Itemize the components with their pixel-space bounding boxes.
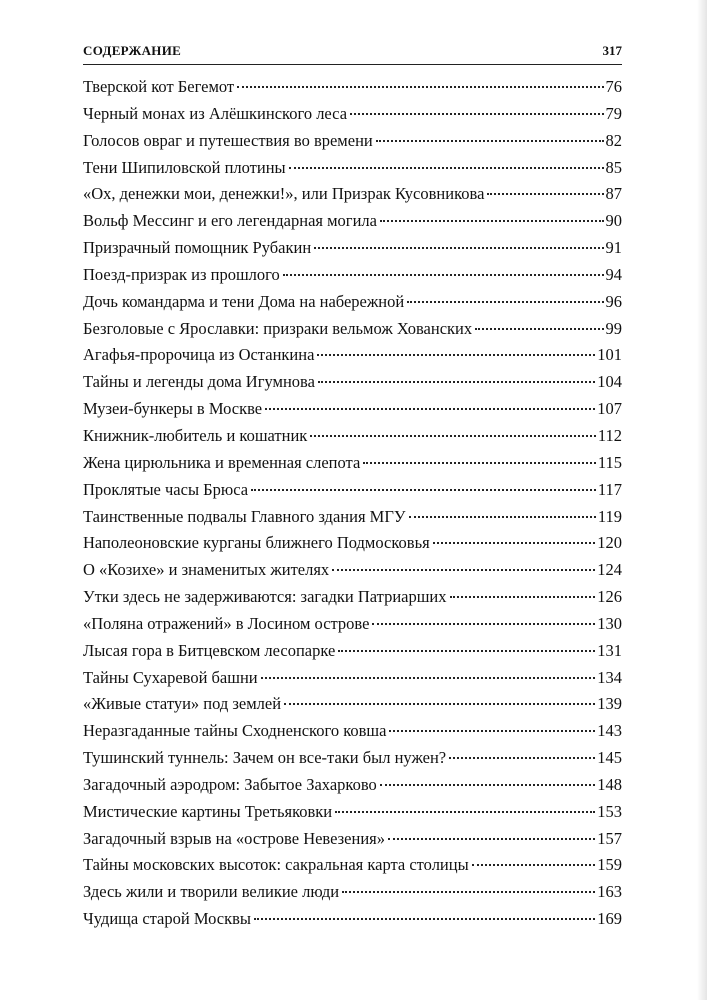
toc-entry-page: 126 bbox=[597, 587, 622, 607]
toc-dot-leader bbox=[433, 541, 596, 544]
header-divider bbox=[83, 64, 622, 65]
toc-entry bbox=[83, 638, 622, 665]
toc-entry-page: 119 bbox=[597, 506, 622, 526]
toc-entry-title: Неразгаданные тайны Сходненского ковша bbox=[83, 721, 387, 741]
toc-entry-page: 112 bbox=[597, 425, 622, 445]
toc-entry-title: Тайны Сухаревой башни bbox=[83, 667, 258, 687]
toc-entry bbox=[83, 691, 622, 718]
toc-entry-title: Здесь жили и творили великие люди bbox=[83, 882, 340, 902]
toc-entry-page: 169 bbox=[597, 909, 622, 929]
toc-entry-title: Вольф Мессинг и его легендарная могила bbox=[83, 211, 377, 231]
toc-entry bbox=[83, 530, 622, 557]
toc-entry bbox=[83, 74, 622, 101]
toc-dot-leader bbox=[449, 756, 595, 759]
toc-dot-leader bbox=[389, 729, 595, 732]
toc-dot-leader bbox=[380, 783, 596, 786]
toc-entry-title: Тверской кот Бегемот bbox=[83, 77, 235, 96]
toc-entry-title: О «Козихе» и знаменитых жителях bbox=[83, 560, 330, 580]
toc-entry bbox=[83, 262, 622, 289]
toc-entry bbox=[83, 852, 622, 879]
toc-entry bbox=[83, 504, 622, 531]
toc-entry bbox=[83, 745, 622, 772]
toc-entry bbox=[83, 450, 622, 477]
toc-entry-title: Книжник-любитель и кошатник bbox=[83, 425, 308, 445]
toc-entry-page: 91 bbox=[605, 238, 622, 258]
toc-dot-leader bbox=[335, 810, 595, 813]
toc-entry-title: Безголовые с Ярославки: призраки вельмож Хованских bbox=[83, 318, 473, 338]
toc-entry-title: Жена цирюльника и временная слепота bbox=[83, 452, 361, 472]
toc-entry bbox=[83, 879, 622, 906]
toc-dot-leader bbox=[409, 515, 596, 518]
toc-entry bbox=[83, 181, 622, 208]
toc-entry-page: 124 bbox=[597, 560, 622, 580]
toc-entry-page: 85 bbox=[605, 157, 622, 177]
toc-dot-leader bbox=[487, 192, 603, 195]
toc-entry-title: Голосов овраг и путешествия во времени bbox=[83, 130, 373, 150]
toc-entry-title: Черный монах из Алёшкинского леса bbox=[83, 103, 348, 123]
toc-dot-leader bbox=[289, 166, 604, 169]
toc-entry bbox=[83, 342, 622, 369]
toc-entry-title: Призрачный помощник Рубакин bbox=[83, 238, 312, 258]
toc-entry-title: Чудища старой Москвы bbox=[83, 909, 251, 929]
toc-entry-page: 94 bbox=[605, 264, 622, 284]
toc-entry bbox=[83, 316, 622, 343]
toc-entry-title: Мистические картины Третьяковки bbox=[83, 801, 333, 821]
toc-entry-page: 117 bbox=[597, 479, 622, 499]
toc-entry bbox=[83, 557, 622, 584]
toc-dot-leader bbox=[265, 407, 595, 410]
section-title: СОДЕРЖАНИЕ bbox=[83, 43, 182, 58]
toc-entry bbox=[83, 772, 622, 799]
toc-entry-page: 139 bbox=[597, 694, 622, 714]
toc-entry-title: Тайны московских высоток: сакральная карта столицы bbox=[83, 855, 469, 875]
toc-entry-page: 143 bbox=[597, 721, 622, 741]
toc-entry bbox=[83, 369, 622, 396]
toc-entry-page: 115 bbox=[597, 452, 622, 472]
toc-dot-leader bbox=[332, 568, 595, 571]
toc-entry-page: 120 bbox=[597, 533, 622, 553]
toc-entry-title: Музеи-бункеры в Москве bbox=[83, 399, 263, 419]
toc-entry-page: 104 bbox=[597, 372, 622, 392]
toc-entry bbox=[83, 155, 622, 182]
toc-dot-leader bbox=[407, 300, 603, 303]
toc-dot-leader bbox=[237, 85, 603, 88]
toc-dot-leader bbox=[318, 380, 595, 383]
toc-dot-leader bbox=[310, 434, 596, 437]
toc-entry-page: 148 bbox=[597, 774, 622, 794]
toc-entry bbox=[83, 906, 622, 933]
toc-dot-leader bbox=[261, 676, 596, 679]
toc-entry-title: Таинственные подвалы Главного здания МГУ bbox=[83, 506, 406, 526]
toc-entry bbox=[83, 611, 622, 638]
toc-dot-leader bbox=[363, 461, 596, 464]
toc-dot-leader bbox=[283, 273, 604, 276]
toc-entry-page: 145 bbox=[597, 748, 622, 768]
toc-dot-leader bbox=[472, 863, 596, 866]
toc-entry-page: 82 bbox=[605, 130, 622, 150]
toc-entry bbox=[83, 208, 622, 235]
toc-entry bbox=[83, 584, 622, 611]
toc-dot-leader bbox=[284, 702, 595, 705]
toc-entry-page: 90 bbox=[605, 211, 622, 231]
toc-entry-title: Загадочный аэродром: Забытое Захарково bbox=[83, 774, 377, 794]
toc-entry bbox=[83, 665, 622, 692]
toc-entry-page: 107 bbox=[597, 399, 622, 419]
toc-entry bbox=[83, 477, 622, 504]
toc-dot-leader bbox=[388, 837, 595, 840]
toc-entry-page: 99 bbox=[605, 318, 622, 338]
toc-entry-title: Загадочный взрыв на «острове Невезения» bbox=[83, 828, 385, 848]
toc-dot-leader bbox=[350, 112, 603, 115]
toc-entry-page: 131 bbox=[597, 640, 622, 660]
toc-dot-leader bbox=[254, 917, 595, 920]
toc-entry-title: «Ох, денежки мои, денежки!», или Призрак Кусовникова bbox=[83, 184, 485, 204]
toc-entry-page: 159 bbox=[597, 855, 622, 875]
toc-dot-leader bbox=[314, 246, 603, 249]
toc-entry-title: Дочь командарма и тени Дома на набережной bbox=[83, 291, 405, 311]
toc-entry-title: Поезд-призрак из прошлого bbox=[83, 264, 280, 284]
toc-entry-page: 79 bbox=[605, 103, 622, 123]
toc-entry-page: 130 bbox=[597, 613, 622, 633]
toc-dot-leader bbox=[251, 488, 596, 491]
toc-dot-leader bbox=[475, 327, 603, 330]
toc-entry bbox=[83, 235, 622, 262]
table-of-contents bbox=[83, 74, 622, 933]
toc-entry-title: Наполеоновские курганы ближнего Подмосковья bbox=[83, 533, 430, 553]
toc-entry-page: 101 bbox=[597, 345, 622, 365]
toc-entry bbox=[83, 423, 622, 450]
toc-entry-title: Лысая гора в Битцевском лесопарке bbox=[83, 640, 336, 660]
toc-entry-title: «Поляна отражений» в Лосином острове bbox=[83, 613, 370, 633]
toc-dot-leader bbox=[317, 353, 595, 356]
toc-entry bbox=[83, 289, 622, 316]
toc-entry-page: 76 bbox=[605, 77, 622, 96]
toc-entry-title: Тушинский туннель: Зачем он все-таки был нужен? bbox=[83, 748, 447, 768]
toc-entry-title: Тайны и легенды дома Игумнова bbox=[83, 372, 315, 392]
toc-dot-leader bbox=[338, 649, 595, 652]
toc-entry-page: 96 bbox=[605, 291, 622, 311]
toc-entry-page: 157 bbox=[597, 828, 622, 848]
toc-entry bbox=[83, 826, 622, 853]
page-edge-shadow bbox=[697, 0, 707, 1000]
toc-dot-leader bbox=[380, 219, 604, 222]
toc-entry-title: Проклятые часы Брюса bbox=[83, 479, 249, 499]
toc-entry-title: «Живые статуи» под землей bbox=[83, 694, 282, 714]
toc-entry bbox=[83, 718, 622, 745]
toc-entry-page: 153 bbox=[597, 801, 622, 821]
toc-dot-leader bbox=[372, 622, 595, 625]
toc-entry-page: 134 bbox=[597, 667, 622, 687]
toc-entry-title: Тени Шипиловской плотины bbox=[83, 157, 286, 177]
toc-entry-title: Агафья-пророчица из Останкина bbox=[83, 345, 315, 365]
toc-dot-leader bbox=[450, 595, 596, 598]
toc-entry-title: Утки здесь не задерживаются: загадки Патриарших bbox=[83, 587, 447, 607]
toc-entry-page: 163 bbox=[597, 882, 622, 902]
page-header bbox=[83, 38, 622, 60]
page-number: 317 bbox=[602, 43, 622, 58]
toc-entry bbox=[83, 396, 622, 423]
toc-entry-page: 87 bbox=[605, 184, 622, 204]
toc-dot-leader bbox=[376, 139, 604, 142]
toc-dot-leader bbox=[342, 890, 595, 893]
toc-entry bbox=[83, 128, 622, 155]
toc-entry bbox=[83, 799, 622, 826]
toc-entry bbox=[83, 101, 622, 128]
